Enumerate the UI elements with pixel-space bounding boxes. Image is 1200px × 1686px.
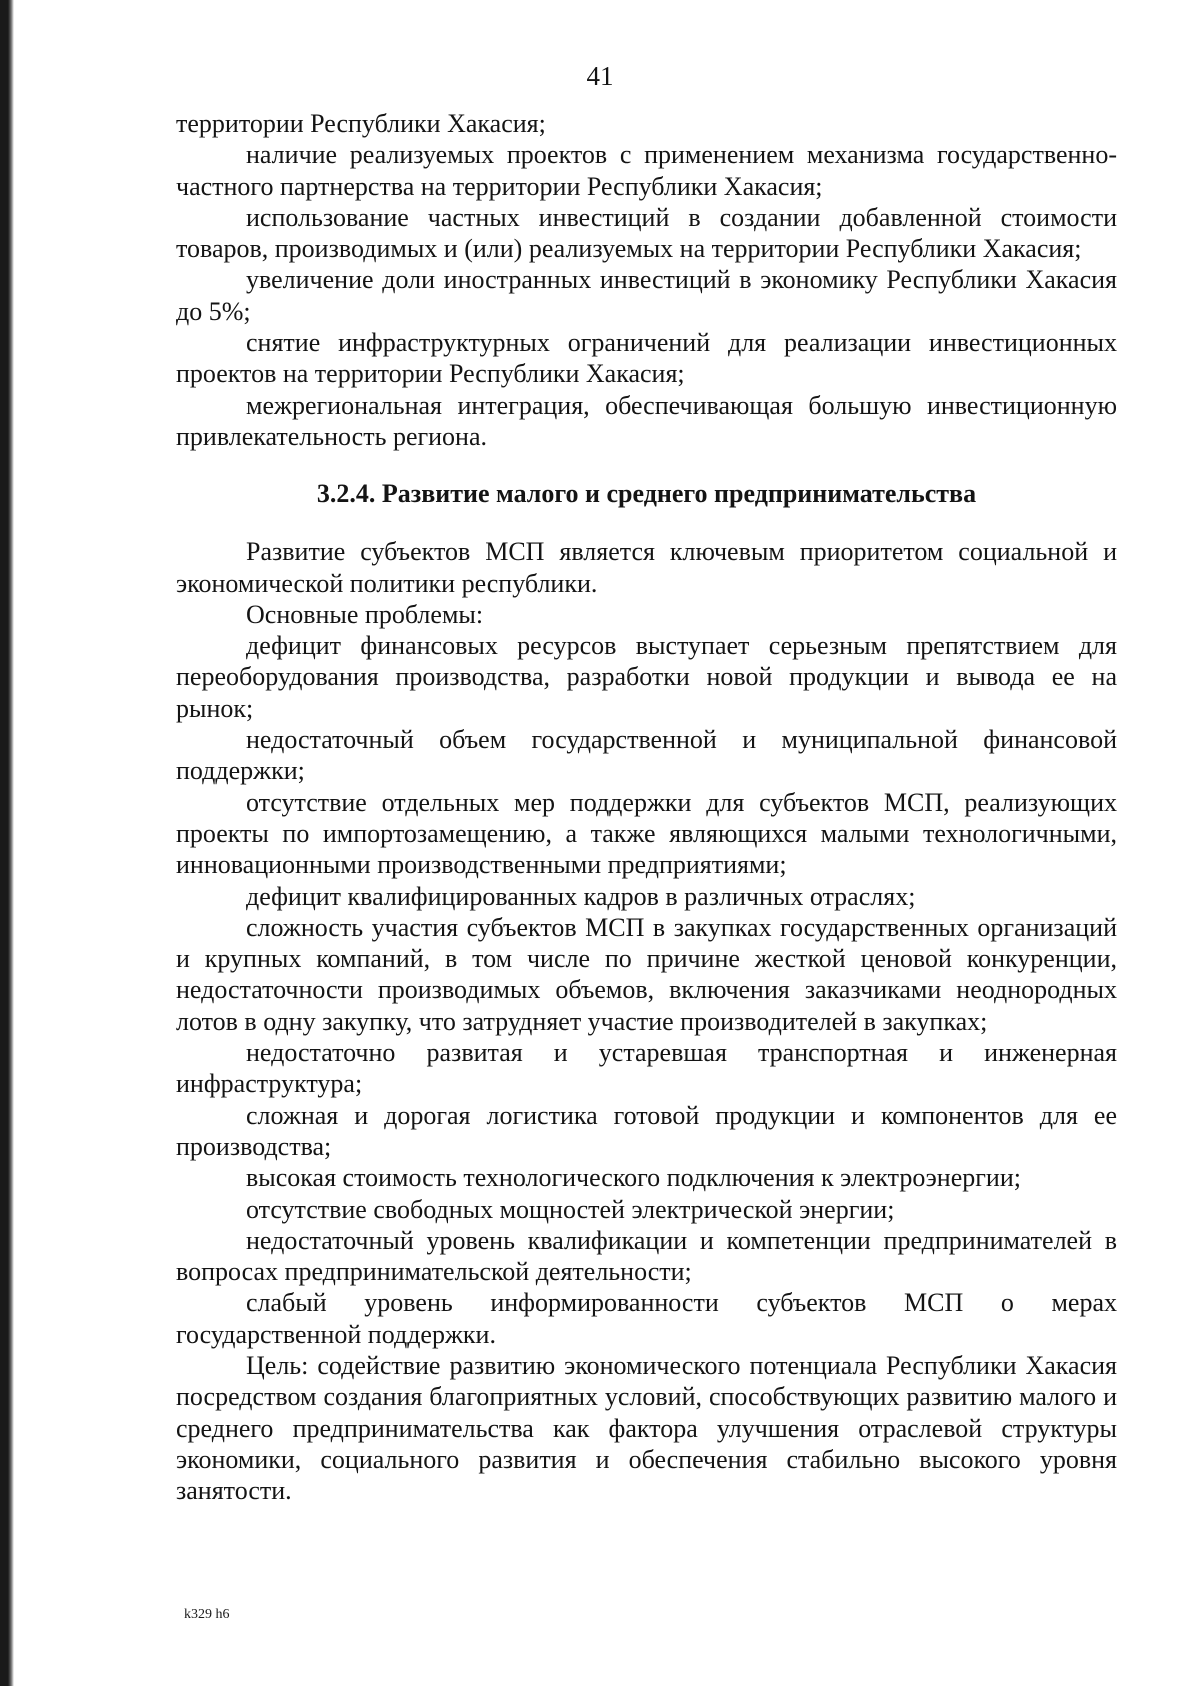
paragraph: Основные проблемы:	[246, 599, 484, 629]
paragraph: недостаточно развитая и устаревшая транспортная и инженерная инфраструктура;	[176, 1038, 1117, 1099]
document-body	[176, 108, 1117, 1506]
paragraph: высокая стоимость технологического подключения к электроэнергии;	[246, 1163, 1021, 1193]
footer-code: k329 h6	[184, 1607, 230, 1622]
page-number: 41	[586, 61, 614, 91]
paragraph: отсутствие свободных мощностей электрической энергии;	[246, 1194, 895, 1224]
paragraph: Цель: содействие развитию экономического потенциала Республики Хакасия посредством создания благоприятных условий, способствующих развитию малого и среднего предпринимательства как фактора улучшения отраслевой структуры экономики, социального развития и обеспечения стабильно высокого уровня занятости.	[176, 1350, 1117, 1506]
paragraph: сложность участия субъектов МСП в закупках государственных организаций и крупных компаний, в том числе по причине жесткой ценовой конкуренции, недостаточности производимых объемов, включения заказчиками неоднородных лотов в одну закупку, что затрудняет участие производителей в закупках;	[176, 912, 1117, 1036]
paragraph: использование частных инвестиций в создании добавленной стоимости товаров, производимых и (или) реализуемых на территории Республики Хакасия;	[176, 202, 1117, 264]
paragraph: межрегиональная интеграция, обеспечивающая большую инвестиционную привлекательность региона.	[176, 390, 1117, 451]
paragraph: слабый уровень информированности субъектов МСП о мерах государственной поддержки.	[176, 1288, 1117, 1349]
paragraph: дефицит финансовых ресурсов выступает серьезным препятствием для переоборудования производства, разработки новой продукции и вывода ее на рынок;	[176, 631, 1117, 723]
section-heading: 3.2.4. Развитие малого и среднего предпринимательства	[316, 479, 977, 509]
paragraph-group-bottom	[176, 536, 1117, 1506]
paragraph: увеличение доли иностранных инвестиций в экономику Республики Хакасия до 5%;	[176, 265, 1117, 326]
paragraph: снятие инфраструктурных ограничений для реализации инвестиционных проектов на территории Республики Хакасия;	[176, 328, 1117, 389]
scan-left-edge	[0, 0, 14, 1686]
paragraph: дефицит квалифицированных кадров в различных отраслях;	[246, 881, 916, 911]
paragraph: наличие реализуемых проектов с применением механизма государственно-частного партнерства на территории Республики Хакасия;	[176, 140, 1117, 201]
paragraph: недостаточный объем государственной и муниципальной финансовой поддержки;	[176, 725, 1117, 786]
paragraph: сложная и дорогая логистика готовой продукции и компонентов для ее производства;	[176, 1100, 1117, 1161]
paragraph: недостаточный уровень квалификации и компетенции предпринимателей в вопросах предпринимательской деятельности;	[176, 1225, 1117, 1287]
paragraph: Развитие субъектов МСП является ключевым приоритетом социальной и экономической политики республики.	[176, 537, 1117, 598]
paragraph: отсутствие отдельных мер поддержки для субъектов МСП, реализующих проекты по импортозамещению, а также являющихся малыми технологичными, инновационными производственными предприятиями;	[176, 787, 1117, 880]
paragraph: территории Республики Хакасия;	[176, 109, 546, 138]
paragraph-group-top	[176, 108, 1117, 452]
